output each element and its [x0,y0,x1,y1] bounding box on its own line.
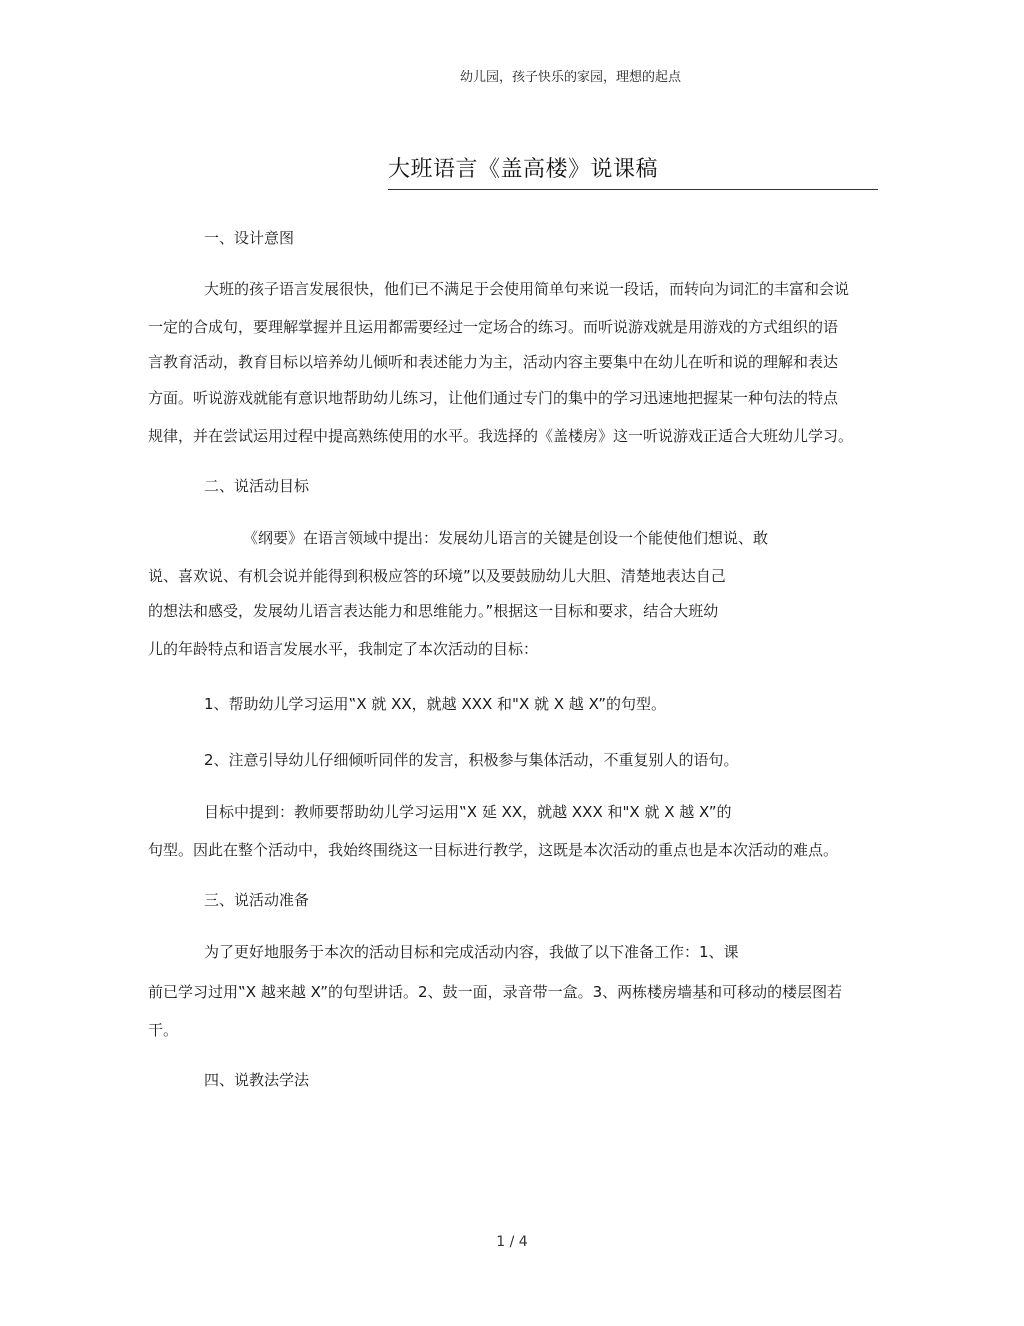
section-heading-activity-preparation: 三、说活动准备 [204,891,310,909]
page-number: 1 / 4 [496,1234,528,1250]
paragraph-line: 一定的合成句，要理解掌握并且运用都需要经过一定场合的练习。而听说游戏就是用游戏的方式组织的语 [148,318,839,336]
paragraph-line: 大班的孩子语言发展很快，他们已不满足于会使用简单句来说一段话，而转向为词汇的丰富和会说 [204,280,850,298]
paragraph-line: 的想法和感受，发展幼儿语言表达能力和思维能力。”根据这一目标和要求，结合大班幼 [148,602,719,620]
section-heading-activity-goals: 二、说活动目标 [204,477,310,495]
paragraph-line: 《纲要》在语言领域中提出：发展幼儿语言的关键是创设一个能使他们想说、敢 [243,529,769,547]
paragraph-line: 方面。听说游戏就能有意识地帮助幼儿练习，让他们通过专门的集中的学习迅速地把握某一种句法的特点 [148,389,839,407]
paragraph-line: 目标中提到：教师要帮助幼儿学习运用‟X 延 XX，就越 XXX 和"X 就 X 越 X”的 [204,803,732,821]
section-heading-design-intent: 一、设计意图 [204,229,295,247]
paragraph-line: 句型。因此在整个活动中，我始终围绕这一目标进行教学，这既是本次活动的重点也是本次活动的难点。 [148,841,839,859]
paragraph-line: 儿的年龄特点和语言发展水平，我制定了本次活动的目标： [148,640,539,658]
paragraph-line: 规律，并在尝试运用过程中提高熟练使用的水平。我选择的《盖楼房》这一听说游戏正适合大班幼儿学习。 [148,427,854,445]
page-header: 幼儿园，孩子快乐的家园，理想的起点 [460,70,682,85]
paragraph-line: 前已学习过用‟X 越来越 X”的句型讲话。2、鼓一面，录音带一盒。3、两栋楼房墙基和可移动的楼层图若 [148,983,843,1001]
goal-item-1: 1、帮助幼儿学习运用‟X 就 XX，就越 XXX 和"X 就 X 越 X”的句型。 [204,695,667,713]
paragraph-line: 干。 [148,1021,179,1039]
paragraph-line: 言教育活动，教育目标以培养幼儿倾听和表述能力为主，活动内容主要集中在幼儿在听和说的理解和表达 [148,353,839,371]
paragraph-line: 为了更好地服务于本次的活动目标和完成活动内容，我做了以下准备工作：1、课 [204,943,739,961]
section-heading-teaching-methods: 四、说教法学法 [204,1071,310,1089]
goal-item-2: 2、注意引导幼儿仔细倾听同伴的发言，积极参与集体活动，不重复别人的语句。 [204,751,739,769]
document-title: 大班语言《盖高楼》说课稿 [388,152,878,190]
paragraph-line: 说、喜欢说、有机会说并能得到积极应答的环境”以及要鼓励幼儿大胆、清楚地表达自己 [148,567,726,585]
